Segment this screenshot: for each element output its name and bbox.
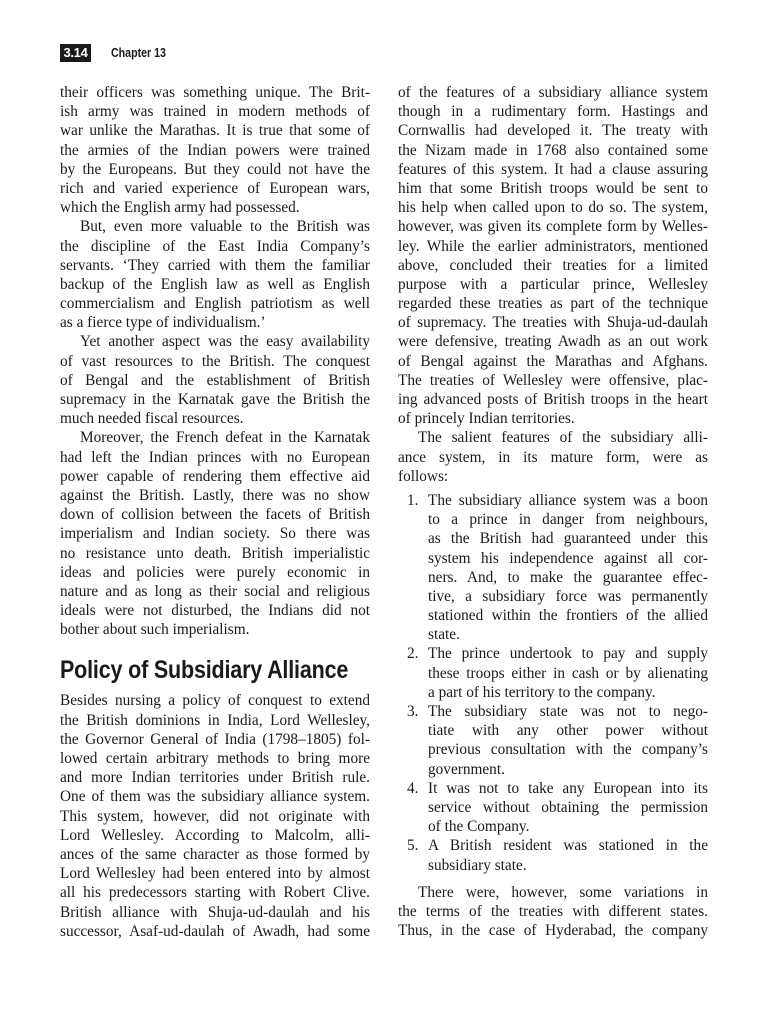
text-line: follows:	[398, 467, 449, 485]
text-line: ners. And, to make the guarantee effec-	[428, 568, 708, 586]
list-item	[398, 702, 708, 779]
paragraph	[60, 217, 370, 332]
text-line: to a prince in danger from neighbours,	[428, 511, 708, 529]
text-line: The salient features of the subsidiary alli-	[418, 429, 708, 447]
text-line: Besides nursing a policy of conquest to extend	[60, 692, 370, 710]
text-line: above, concluded their treaties for a limited	[398, 256, 708, 274]
list-item	[398, 644, 708, 702]
list-number: 2.	[407, 645, 419, 663]
text-line: the Nizam made in 1768 also contained some	[398, 141, 708, 159]
text-line: Yet another aspect was the easy availability	[80, 333, 370, 351]
text-line: as the British had guaranteed under this	[428, 530, 708, 548]
text-line: The subsidiary alliance system was a boon	[428, 491, 708, 509]
list-number: 3.	[407, 703, 419, 720]
list-number: 4.	[407, 779, 419, 797]
text-line: servants. ‘They carried with them the familiar	[60, 256, 370, 274]
paragraph	[60, 332, 370, 428]
text-line: The subsidiary state was not to nego-	[428, 703, 708, 720]
text-line: against the British. Lastly, there was no show	[60, 486, 370, 504]
text-line: however, was given its complete form by Welles-	[398, 218, 708, 236]
text-line: lowed certain arbitrary methods to bring more	[60, 750, 370, 767]
text-line: these troops either in cash or by alienating	[428, 664, 708, 682]
section-heading: Policy of Subsidiary Alliance	[60, 656, 349, 685]
text-line: Moreover, the French defeat in the Karnatak	[80, 429, 370, 447]
text-line: the armies of the Indian powers were trained	[60, 141, 370, 159]
paragraphs-before	[398, 83, 708, 486]
text-line: government.	[428, 760, 505, 778]
text-line: imperialism and Indian society. So there was	[60, 525, 370, 543]
text-line: no resistance unto death. British imperialistic	[60, 544, 370, 562]
text-line: ing advanced posts of British troops in the heart	[398, 391, 708, 408]
text-line: previous consultation with the company’s	[428, 741, 708, 759]
list-item	[398, 779, 708, 837]
text-line: features of this system. It had a clause assuring	[398, 160, 708, 178]
page-number: 3.14	[60, 44, 91, 62]
text-line: backup of the English law as well as English	[60, 275, 370, 293]
paragraph	[60, 691, 370, 940]
text-line: There were, however, some variations in	[418, 883, 708, 901]
text-line: Lord Wellesley had been entered into by almost	[60, 865, 370, 883]
paragraph	[398, 883, 708, 941]
text-line: were defensive, treating Awadh as an out work	[398, 333, 708, 351]
left-column	[60, 83, 370, 941]
text-line: by the Europeans. But they could not have the	[60, 160, 370, 178]
text-line: him that some British troops would be sent to	[398, 179, 708, 197]
text-line: of princely Indian territories.	[398, 410, 575, 428]
text-line: ideas and policies were purely economic in	[60, 563, 370, 581]
paragraph	[60, 83, 370, 217]
text-line: ley. While the earlier administrators, mentioned	[398, 237, 708, 255]
text-line: One of them was the subsidiary alliance system.	[60, 788, 370, 806]
paragraph	[398, 428, 708, 486]
text-line: the terms of the treaties with different states.	[398, 902, 708, 920]
text-line: It was not to take any European into its	[428, 779, 708, 797]
text-line: which the English army had possessed.	[60, 199, 300, 217]
paragraphs-before	[60, 83, 370, 639]
text-line: ish army was trained in modern methods of	[60, 103, 370, 121]
list-number: 1.	[407, 491, 419, 509]
text-line: Cornwallis had developed it. The treaty with	[398, 122, 708, 140]
text-line: successor, Asaf-ud-daulah of Awadh, had some	[60, 922, 370, 940]
text-line: state.	[428, 626, 460, 644]
text-line: Thus, in the case of Hyderabad, the company	[398, 922, 708, 940]
text-line: A British resident was stationed in the	[428, 837, 708, 855]
text-line: Lord Wellesley. According to Malcolm, alli-	[60, 826, 370, 844]
text-line: his help when called upon to do so. The system,	[398, 199, 708, 217]
text-line: The prince undertook to pay and supply	[428, 645, 708, 663]
text-line: a part of his territory to the company.	[428, 683, 656, 701]
list-number: 5.	[407, 837, 419, 855]
text-line: as a fierce type of individualism.’	[60, 314, 266, 332]
text-line: tive, a subsidiary force was permanently	[428, 587, 708, 605]
text-line: ance system, in its mature form, were as	[398, 448, 708, 466]
text-line: But, even more valuable to the British was	[80, 218, 370, 236]
text-line: bother about such imperialism.	[60, 621, 250, 639]
numbered-list	[398, 491, 708, 875]
paragraph	[398, 83, 708, 428]
text-line: of supremacy. The treaties with Shuja-ud-daulah	[398, 314, 708, 332]
text-line: of Bengal against the Marathas and Afghans.	[398, 352, 708, 370]
text-line: though in a rudimentary form. Hastings and	[398, 103, 708, 121]
text-line: of the Company.	[428, 818, 530, 836]
text-line: of the features of a subsidiary alliance system	[398, 84, 708, 101]
right-column	[398, 83, 708, 940]
paragraph	[60, 428, 370, 639]
text-line: commercialism and English patriotism as well	[60, 295, 370, 313]
text-line: all his predecessors starting with Robert Clive.	[60, 884, 370, 902]
text-line: regarded these treaties as part of the technique	[398, 295, 708, 313]
paragraphs-after	[398, 883, 708, 941]
text-line: rich and varied experience of European wars,	[60, 179, 370, 197]
text-line: of vast resources to the British. The conquest	[60, 352, 370, 370]
text-line: of Bengal and the establishment of British	[60, 371, 370, 389]
text-line: the Governor General of India (1798–1805) fol-	[60, 730, 370, 748]
text-line: The treaties of Wellesley were offensive, plac-	[398, 371, 708, 389]
text-line: and more Indian territories under British rule.	[60, 769, 370, 787]
paragraphs-after	[60, 691, 370, 940]
text-line: subsidiary state.	[428, 856, 527, 874]
text-line: ances of the same character as those formed by	[60, 845, 370, 863]
text-line: This system, however, did not originate with	[60, 807, 370, 825]
text-line: much needed fiscal resources.	[60, 410, 244, 428]
text-line: stationed within the frontiers of the allied	[428, 607, 708, 625]
text-line: supremacy in the Karnatak gave the British the	[60, 391, 370, 408]
text-line: down of collision between the facets of British	[60, 506, 370, 524]
text-line: war unlike the Marathas. It is true that some of	[60, 122, 370, 140]
text-line: purpose with a particular prince, Wellesley	[398, 275, 708, 293]
text-line: service without obtaining the permission	[428, 798, 708, 816]
text-line: nature and as long as their social and religious	[60, 582, 370, 600]
text-line: system his independence against all cor-	[428, 549, 708, 567]
text-line: British alliance with Shuja-ud-daulah and his	[60, 903, 370, 921]
list-item	[398, 491, 708, 645]
text-line: had left the Indian princes with no European	[60, 448, 370, 466]
text-line: the discipline of the East India Company’s	[60, 237, 370, 255]
text-line: tiate with any other power without	[428, 722, 708, 740]
text-line: ideals were not disturbed, the Indians did not	[60, 602, 370, 620]
chapter-title: Chapter 13	[111, 46, 166, 60]
text-line: power capable of rendering them effective aid	[60, 467, 370, 485]
text-line: their officers was something unique. The Brit-	[60, 84, 370, 101]
list-item	[398, 836, 708, 874]
text-line: the British dominions in India, Lord Wellesley,	[60, 711, 370, 729]
